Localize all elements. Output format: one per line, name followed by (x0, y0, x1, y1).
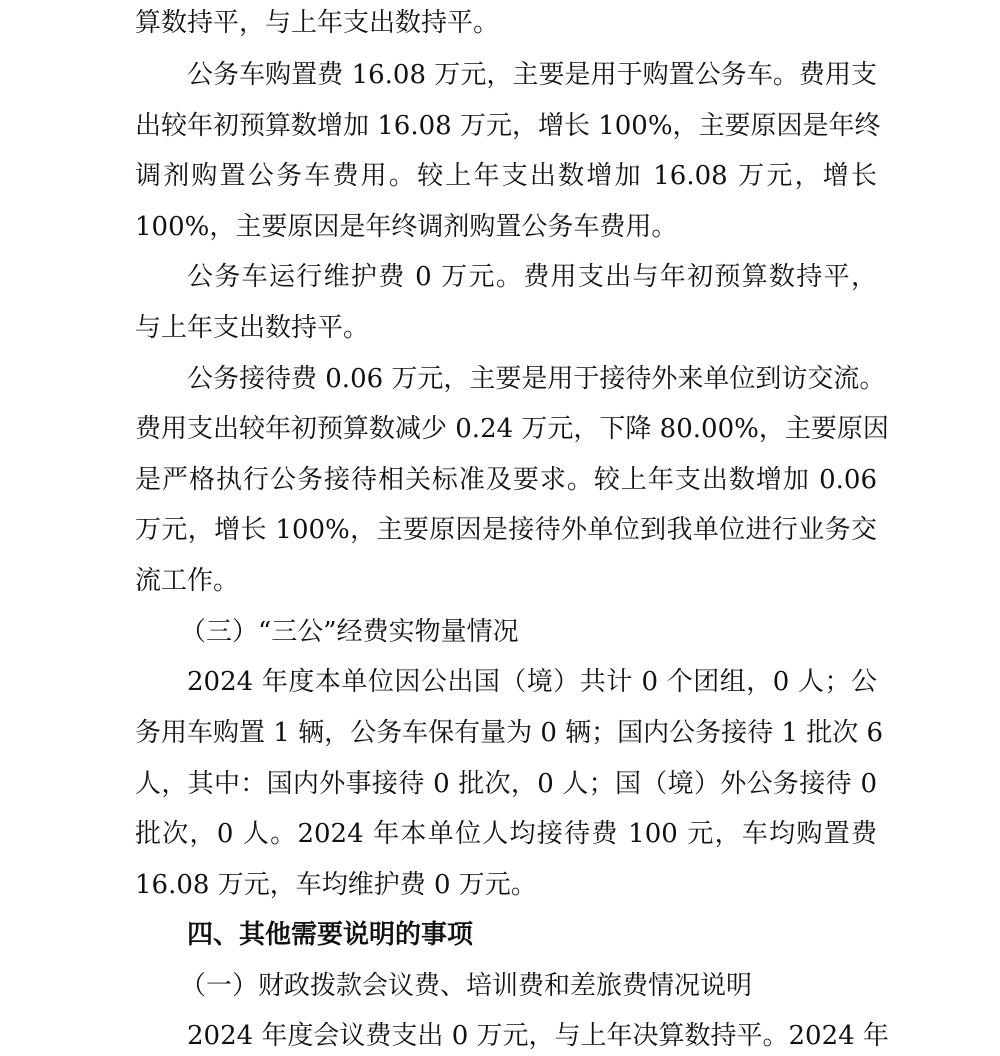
section-heading: 四、其他需要说明的事项 (187, 920, 474, 950)
paragraph-line: 人，其中：国内外事接待 0 批次，0 人；国（境）外公务接待 0 (135, 769, 877, 799)
paragraph-line: 流工作。 (135, 566, 240, 596)
paragraph-line: 万元，增长 100%，主要原因是接待外单位到我单位进行业务交 (135, 515, 877, 545)
paragraph-line: 是严格执行公务接待相关标准及要求。较上年支出数增加 0.06 (135, 465, 877, 495)
paragraph-line: 公务车购置费 16.08 万元，主要是用于购置公务车。费用支 (187, 60, 877, 90)
paragraph-line: 批次，0 人。2024 年本单位人均接待费 100 元，车均购置费 (135, 819, 877, 849)
paragraph-line: 与上年支出数持平。 (135, 313, 370, 343)
paragraph-line: 100%，主要原因是年终调剂购置公务车费用。 (135, 212, 678, 242)
subsection-heading: （三）“三公”经费实物量情况 (180, 617, 519, 647)
paragraph-line: 出较年初预算数增加 16.08 万元，增长 100%，主要原因是年终 (135, 111, 881, 141)
subsection-heading: （一）财政拨款会议费、培训费和差旅费情况说明 (180, 971, 753, 1001)
paragraph-line: 务用车购置 1 辆，公务车保有量为 0 辆；国内公务接待 1 批次 6 (135, 718, 884, 748)
paragraph-line: 公务接待费 0.06 万元，主要是用于接待外来单位到访交流。 (187, 364, 886, 394)
paragraph-line: 公务车运行维护费 0 万元。费用支出与年初预算数持平， (187, 262, 877, 292)
paragraph-line: 2024 年度本单位因公出国（境）共计 0 个团组，0 人；公 (187, 667, 877, 697)
paragraph-line: 16.08 万元，车均维护费 0 万元。 (135, 870, 537, 900)
paragraph-line: 调剂购置公务车费用。较上年支出数增加 16.08 万元，增长 (135, 161, 877, 191)
text-line: 算数持平，与上年支出数持平。 (135, 8, 500, 38)
paragraph-line: 2024 年度会议费支出 0 万元，与上年决算数持平。2024 年 (187, 1021, 889, 1051)
paragraph-line: 费用支出较年初预算数减少 0.24 万元，下降 80.00%，主要原因 (135, 414, 889, 444)
